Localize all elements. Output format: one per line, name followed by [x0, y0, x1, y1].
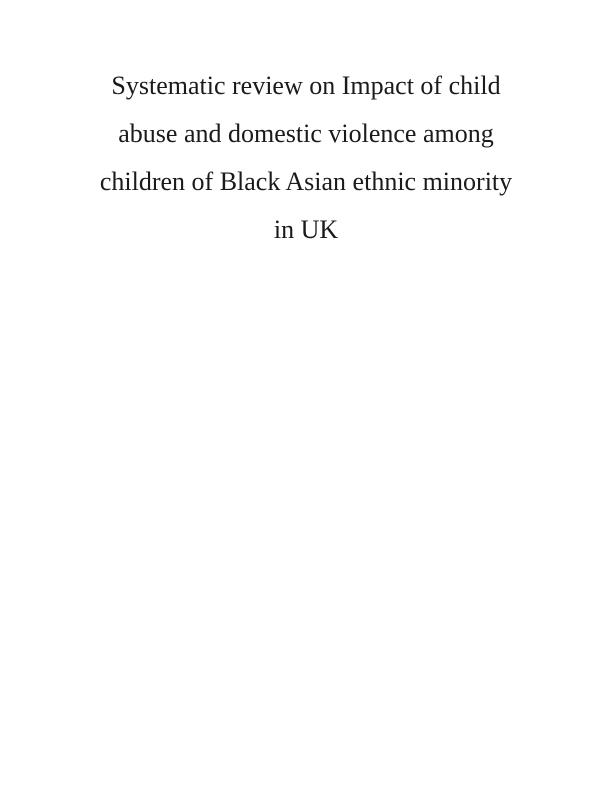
title-line-1: Systematic review on Impact of child: [111, 71, 501, 100]
title-line-3: children of Black Asian ethnic minority: [99, 167, 513, 196]
document-title: [56, 62, 556, 254]
title-line-4: in UK: [273, 215, 339, 244]
title-line-2: abuse and domestic violence among: [118, 119, 494, 148]
